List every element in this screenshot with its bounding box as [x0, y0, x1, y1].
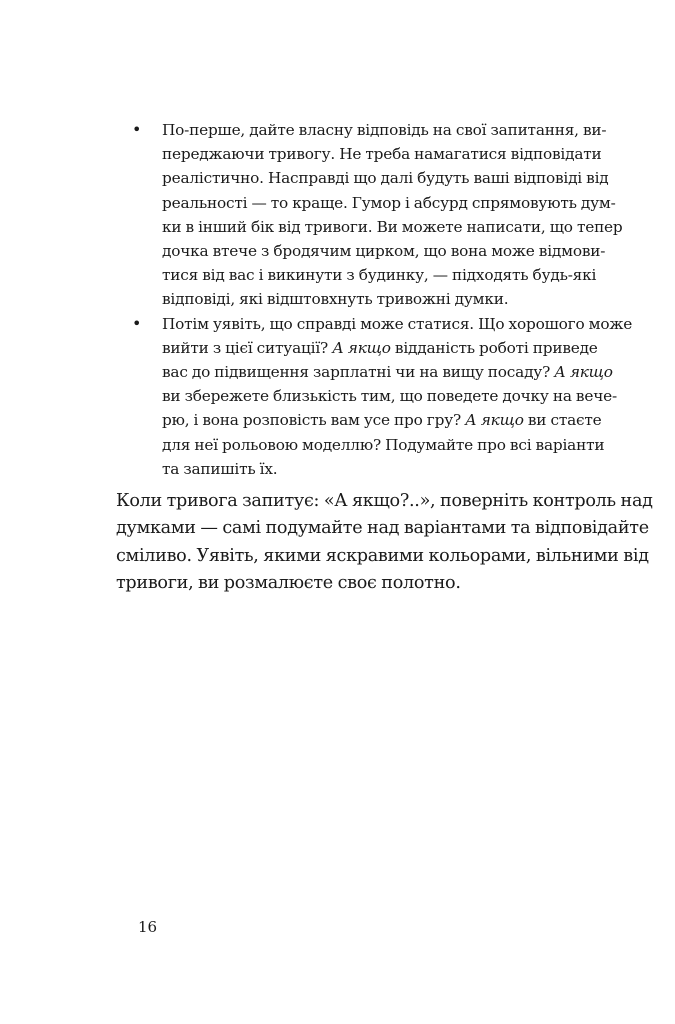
italic-text: А якщо — [465, 411, 524, 430]
paragraph-line: тривоги, ви розмалюєте своє полотно. — [116, 573, 461, 594]
text-line — [162, 263, 597, 287]
paragraph-line: сміливо. Уявіть, якими яскравими кольорами, вільними від — [116, 545, 649, 566]
text-run: реалістично. Насправді що далі будуть ваші відповіді від — [162, 169, 609, 188]
bullet-item — [128, 118, 623, 312]
bullet-marker: • — [132, 120, 142, 139]
page-number: 16 — [138, 918, 158, 936]
italic-text: А якщо — [332, 338, 391, 357]
text-line — [162, 215, 623, 239]
bullet-list — [128, 118, 633, 481]
text-line — [162, 360, 613, 384]
text-line — [162, 239, 606, 263]
text-line — [162, 118, 607, 142]
text-line — [162, 287, 590, 311]
text-line — [162, 142, 602, 166]
text-run: та запишіть їх. — [162, 459, 278, 478]
text-run: Потім уявіть, що справді може статися. Що хорошого може — [162, 314, 633, 333]
text-line — [162, 433, 605, 457]
text-run: вас до підвищення зарплатні чи на вищу посаду? — [162, 363, 555, 382]
text-run: ви збережете близькість тим, що поведете дочку на вече- — [162, 387, 617, 406]
text-line — [162, 336, 598, 360]
text-run: відданість роботі приведе — [390, 338, 598, 357]
text-run: переджаючи тривогу. Не треба намагатися відповідати — [162, 145, 602, 164]
text-line — [162, 457, 590, 481]
text-line — [162, 191, 616, 215]
text-run: для неї рольовою моделлю? Подумайте про всі варіанти — [162, 435, 605, 454]
text-run: тися від вас і викинути з будинку, — підходять будь-які — [162, 266, 597, 285]
text-run: дочка втече з бродячим цирком, що вона може відмови- — [162, 242, 606, 261]
text-run: По-перше, дайте власну відповідь на свої запитання, ви- — [162, 121, 607, 139]
text-run: відповіді, які відштовхнуть тривожні думки. — [162, 290, 509, 309]
text-line — [162, 312, 633, 336]
text-line — [162, 166, 609, 190]
text-run: реальності — то краще. Гумор і абсурд спрямовують дум- — [162, 193, 616, 212]
text-run: ки в інший бік від тривоги. Ви можете написати, що тепер — [162, 217, 623, 236]
closing-paragraph — [116, 488, 653, 598]
text-run: ви стаєте — [523, 411, 602, 430]
text-run: вийти з цієї ситуації? — [162, 338, 333, 357]
text-line — [162, 384, 617, 408]
bullet-item — [128, 312, 633, 481]
text-run: рю, і вона розповість вам усе про гру? — [162, 411, 466, 430]
bullet-marker: • — [132, 313, 142, 333]
paragraph-line: думками — самі подумайте над варіантами та відповідайте — [116, 518, 649, 539]
paragraph-line: Коли тривога запитує: «А якщо?..», поверніть контроль над — [116, 491, 653, 511]
text-line — [162, 408, 602, 432]
italic-text: А якщо — [554, 363, 613, 382]
